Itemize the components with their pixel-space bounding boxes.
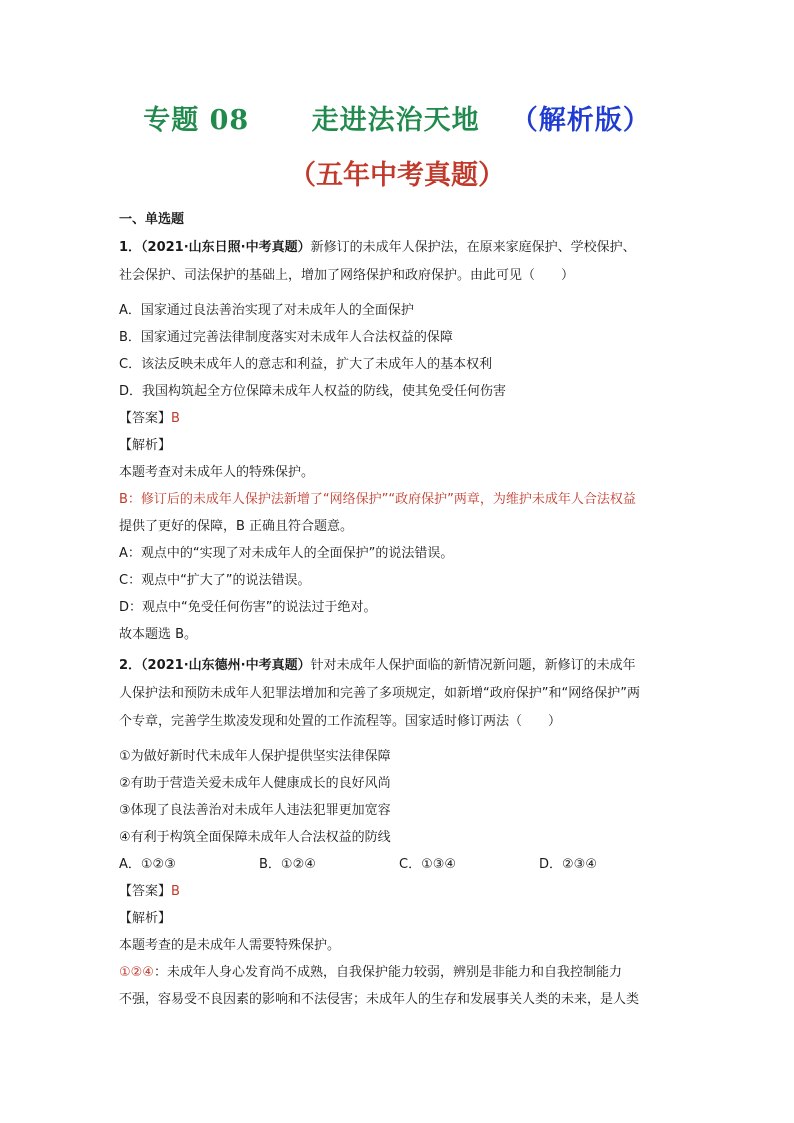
q1-analysis-intro: 本题考查对未成年人的特殊保护。 [119, 465, 315, 480]
q2-answer-label: 【答案】 [119, 884, 172, 899]
q1-analysis-b-line2: 提供了更好的保障，B 正确且符合题意。 [119, 519, 354, 534]
q1-source: （2021·山东日照·中考真题） [141, 240, 311, 255]
q2-choice-c: C．①③④ [399, 857, 457, 872]
q2-answer-value: B [171, 884, 180, 899]
q2-number: 2． [119, 658, 142, 673]
q1-answer-label: 【答案】 [119, 411, 172, 426]
q2-analysis-line1-text: ：未成年人身心发育尚不成熟，自我保护能力较弱，辨别是非能力和自我控制能力 [153, 965, 622, 980]
q2-stem-line1 [119, 657, 699, 675]
q2-statement-3: ③体现了良法善治对未成年人违法犯罪更加宽容 [119, 803, 391, 818]
q1-option-d: D．我国构筑起全方位保障未成年人权益的防线，使其免受任何伤害 [119, 384, 507, 399]
q2-stem-text1: 针对未成年人保护面临的新情况新问题，新修订的未成年 [310, 658, 636, 673]
q2-analysis-marker: ①②④ [119, 965, 154, 980]
q2-answer [119, 883, 699, 901]
title-topic-number: 专题 08 [143, 105, 250, 136]
q2-statement-1: ①为做好新时代未成年人保护提供坚实法律保障 [119, 749, 391, 764]
document-title [0, 98, 794, 137]
q2-choice-b: B．①②④ [259, 857, 316, 872]
q2-source: （2021·山东德州·中考真题） [141, 658, 311, 673]
q2-stem-line3: 个专章，完善学生欺凌发现和处置的工作流程等。国家适时修订两法（ ） [119, 714, 562, 729]
q1-analysis-b-line1: B：修订后的未成年人保护法新增了“网络保护”“政府保护”两章，为维护未成年人合法权益 [119, 492, 636, 507]
document-subtitle: （五年中考真题） [289, 160, 505, 191]
q2-analysis-intro: 本题考查的是未成年人需要特殊保护。 [119, 938, 341, 953]
q2-analysis-line2: 不强，容易受不良因素的影响和不法侵害；未成年人的生存和发展事关人类的未来，是人类 [119, 992, 640, 1007]
q1-stem-line1 [119, 239, 699, 257]
q1-number: 1． [119, 240, 142, 255]
q1-option-b: B．国家通过完善法律制度落实对未成年人合法权益的保障 [119, 330, 453, 345]
q2-choice-d: D．②③④ [539, 857, 597, 872]
q1-option-c: C．该法反映未成年人的意志和利益，扩大了未成年人的基本权利 [119, 357, 493, 372]
q1-conclusion: 故本题选 B。 [119, 627, 198, 642]
q1-stem-line2: 社会保护、司法保护的基础上，增加了网络保护和政府保护。由此可见（ ） [119, 268, 575, 283]
q2-stem-line2: 人保护法和预防未成年人犯罪法增加和完善了多项规定，如新增“政府保护”和“网络保护”两 [119, 686, 640, 701]
title-edition: （解析版） [510, 105, 651, 136]
section-heading: 一、单选题 [119, 212, 185, 227]
q1-option-a: A．国家通过良法善治实现了对未成年人的全面保护 [119, 303, 414, 318]
q2-statement-4: ④有利于构筑全面保障未成年人合法权益的防线 [119, 830, 391, 845]
q2-choices [119, 856, 699, 874]
q2-analysis-label: 【解析】 [119, 911, 172, 926]
q2-statement-2: ②有助于营造关爱未成年人健康成长的良好风尚 [119, 776, 391, 791]
q1-answer-value: B [171, 411, 180, 426]
q1-analysis-c: C：观点中“扩大了”的说法错误。 [119, 573, 311, 588]
q1-stem-text1: 新修订的未成年人保护法，在原来家庭保护、学校保护、 [310, 240, 636, 255]
q1-analysis-d: D：观点中“免受任何伤害”的说法过于绝对。 [119, 600, 377, 615]
q1-analysis-label: 【解析】 [119, 438, 172, 453]
title-topic-name: 走进法治天地 [311, 105, 480, 136]
q2-analysis-line1 [119, 964, 699, 982]
q2-choice-a: A．①②③ [119, 857, 176, 872]
q1-analysis-a: A：观点中的“实现了对未成年人的全面保护”的说法错误。 [119, 546, 454, 561]
q1-answer [119, 410, 699, 428]
